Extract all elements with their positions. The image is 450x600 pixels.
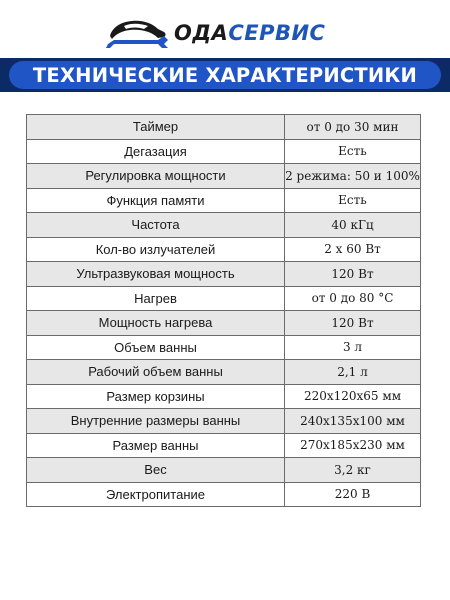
spec-value: 3 л: [285, 335, 421, 360]
spec-value: 2 х 60 Вт: [285, 237, 421, 262]
table-row: [27, 139, 421, 164]
spec-value: 240х135х100 мм: [285, 409, 421, 434]
car-wrench-logo-icon: [106, 14, 170, 52]
spec-label: Частота: [27, 213, 285, 238]
spec-value: 2,1 л: [285, 360, 421, 385]
table-row: [27, 262, 421, 287]
spec-value: 120 Вт: [285, 262, 421, 287]
spec-label: Размер ванны: [27, 433, 285, 458]
brand-logo: [106, 14, 346, 52]
spec-value: 220 В: [285, 482, 421, 507]
table-row: [27, 188, 421, 213]
spec-label: Объем ванны: [27, 335, 285, 360]
spec-label: Мощность нагрева: [27, 311, 285, 336]
brand-name-part1: ОДА: [174, 21, 229, 45]
table-row: [27, 482, 421, 507]
table-row: [27, 115, 421, 140]
spec-label: Внутренние размеры ванны: [27, 409, 285, 434]
spec-label: Регулировка мощности: [27, 164, 285, 189]
table-row: [27, 237, 421, 262]
table-row: [27, 311, 421, 336]
table-row: [27, 409, 421, 434]
page-title: ТЕХНИЧЕСКИЕ ХАРАКТЕРИСТИКИ: [32, 63, 418, 87]
spec-value: 270х185х230 мм: [285, 433, 421, 458]
spec-label: Рабочий объем ванны: [27, 360, 285, 385]
brand-name-part2: СЕРВИС: [228, 21, 326, 45]
spec-value: 3,2 кг: [285, 458, 421, 483]
spec-value: 40 кГц: [285, 213, 421, 238]
specs-table: [26, 114, 421, 507]
table-row: [27, 433, 421, 458]
spec-label: Ультразвуковая мощность: [27, 262, 285, 287]
brand-name: [174, 21, 325, 45]
spec-value: Есть: [285, 188, 421, 213]
table-row: [27, 458, 421, 483]
spec-label: Функция памяти: [27, 188, 285, 213]
spec-label: Вес: [27, 458, 285, 483]
spec-value: от 0 до 80 °С: [285, 286, 421, 311]
table-row: [27, 360, 421, 385]
spec-label: Размер корзины: [27, 384, 285, 409]
spec-label: Таймер: [27, 115, 285, 140]
spec-label: Кол-во излучателей: [27, 237, 285, 262]
spec-value: 220х120х65 мм: [285, 384, 421, 409]
title-pill: [9, 61, 441, 89]
table-row: [27, 164, 421, 189]
title-banner: [0, 58, 450, 92]
spec-value: от 0 до 30 мин: [285, 115, 421, 140]
table-row: [27, 286, 421, 311]
table-row: [27, 213, 421, 238]
spec-label: Нагрев: [27, 286, 285, 311]
spec-value: Есть: [285, 139, 421, 164]
table-row: [27, 335, 421, 360]
table-row: [27, 384, 421, 409]
spec-label: Электропитание: [27, 482, 285, 507]
spec-value: 2 режима: 50 и 100%: [285, 164, 421, 189]
spec-value: 120 Вт: [285, 311, 421, 336]
spec-label: Дегазация: [27, 139, 285, 164]
